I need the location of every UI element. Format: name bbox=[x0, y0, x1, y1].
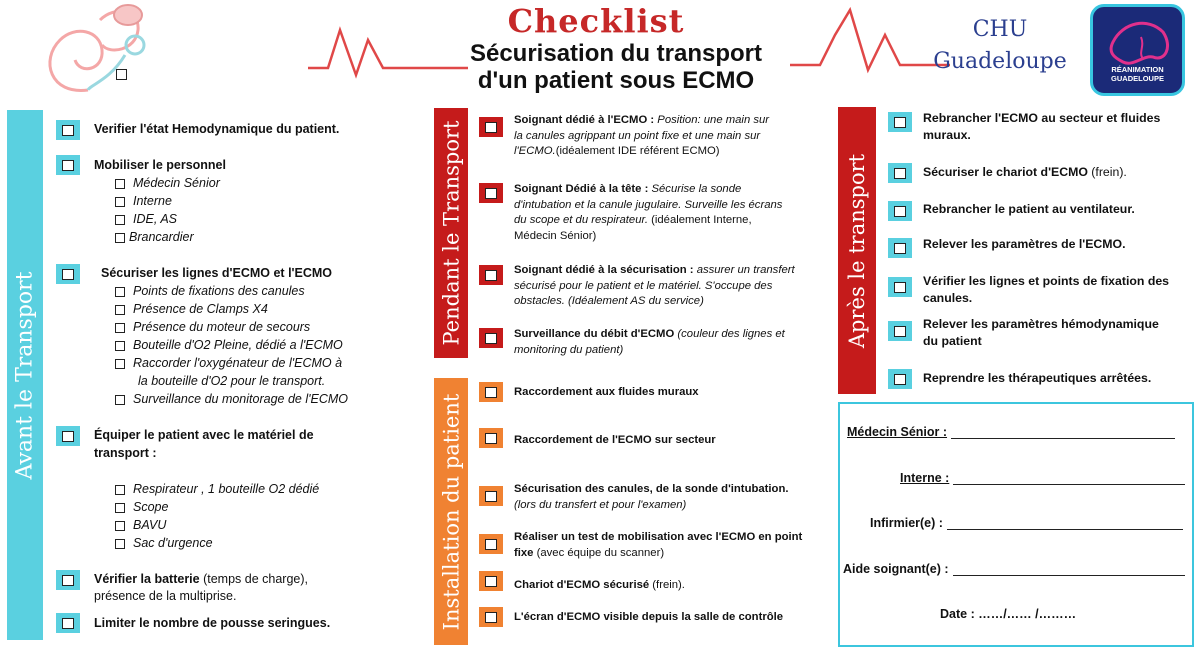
signature-aide-soignant[interactable]: Aide soignant(e) : bbox=[843, 562, 1185, 576]
sub-raccorder-oxygenateur[interactable]: Raccorder l'oxygénateur de l'ECMO à bbox=[115, 355, 342, 372]
band-pendant-transport bbox=[434, 108, 468, 358]
item-chariot-securise: Chariot d'ECMO sécurisé (frein). bbox=[514, 579, 685, 591]
item-limiter-seringues: Limiter le nombre de pousse seringues. bbox=[94, 616, 331, 630]
item-rebrancher-ventilateur: Rebrancher le patient au ventilateur. bbox=[923, 202, 1135, 216]
checkbox-securisation-canules[interactable] bbox=[479, 486, 503, 506]
checkbox-ecran-ecmo[interactable] bbox=[479, 607, 503, 627]
band-pendant-transport-label: Pendant le Transport bbox=[439, 120, 463, 346]
checkbox-verifier-batterie[interactable] bbox=[56, 570, 80, 590]
reanimation-logo bbox=[1090, 4, 1185, 96]
logo-text-1: RÉANIMATION bbox=[1111, 65, 1164, 74]
sub-scope[interactable]: Scope bbox=[115, 499, 168, 516]
item-soignant-tete: Soignant Dédié à la tête : Sécurise la sonde d'intubation et la canule jugulaire. Surveille les écrans du scope et du respirateur. (idéalement Interne, Médecin Sénior) bbox=[514, 183, 783, 242]
item-soignant-securisation: Soignant dédié à la sécurisation : assurer un transfert sécurisé pour le patient et le matériel. S'occupe des obstacles. (Idéalement AS du service) bbox=[514, 264, 795, 307]
item-equiper-patient: Équiper le patient avec le matériel de bbox=[94, 428, 314, 442]
signature-interne[interactable]: Interne : bbox=[900, 471, 1185, 485]
signature-infirmier[interactable]: Infirmier(e) : bbox=[870, 516, 1183, 530]
checkbox-rebrancher-ventilateur[interactable] bbox=[888, 201, 912, 221]
checkbox-verifier-lignes[interactable] bbox=[888, 277, 912, 297]
sub-moteur-secours[interactable]: Présence du moteur de secours bbox=[115, 319, 310, 336]
item-ecran-ecmo: L'écran d'ECMO visible depuis la salle de contrôle bbox=[514, 611, 784, 623]
sub-points-fixation[interactable]: Points de fixations des canules bbox=[115, 283, 305, 300]
checkbox-test-mobilisation[interactable] bbox=[479, 534, 503, 554]
checkbox-securiser-chariot[interactable] bbox=[888, 163, 912, 183]
item-verifier-batterie-line2: présence de la multiprise. bbox=[94, 589, 237, 603]
subtitle-line-2: d'un patient sous ECMO bbox=[477, 67, 755, 94]
item-rebrancher-ecmo: Rebrancher l'ECMO au secteur et fluides muraux. bbox=[923, 111, 1161, 142]
checkbox-soignant-ecmo[interactable] bbox=[479, 117, 503, 137]
checkbox-verifier-hemodynamique[interactable] bbox=[56, 120, 80, 140]
signature-date[interactable]: Date : ……/…… /……… bbox=[940, 607, 1077, 621]
item-ecmo-secteur: Raccordement de l'ECMO sur secteur bbox=[514, 434, 716, 446]
org-name bbox=[925, 14, 1075, 78]
item-verifier-lignes: Vérifier les lignes et points de fixation des canules. bbox=[923, 274, 1170, 305]
sub-surveillance-monitorage[interactable]: Surveillance du monitorage de l'ECMO bbox=[115, 391, 348, 408]
checkbox-relever-hemodynamique[interactable] bbox=[888, 321, 912, 341]
band-installation-patient-label: Installation du patient bbox=[439, 393, 464, 630]
item-surveillance-debit: Surveillance du débit d'ECMO (couleur des lignes et monitoring du patient) bbox=[514, 328, 785, 356]
sub-interne[interactable]: Interne bbox=[115, 193, 172, 210]
item-securiser-chariot: Sécuriser le chariot d'ECMO (frein). bbox=[923, 165, 1127, 179]
subtitle-line-1: Sécurisation du transport bbox=[469, 40, 763, 67]
item-reprendre-therapeutiques: Reprendre les thérapeutiques arrêtées. bbox=[923, 371, 1152, 385]
heartbeat-line-left bbox=[308, 20, 468, 80]
item-securiser-lignes: Sécuriser les lignes d'ECMO et l'ECMO bbox=[101, 266, 333, 280]
checkbox-chariot-securise[interactable] bbox=[479, 571, 503, 591]
checkbox-soignant-securisation[interactable] bbox=[479, 265, 503, 285]
header-checkbox[interactable] bbox=[116, 69, 127, 80]
checkbox-mobiliser-personnel[interactable] bbox=[56, 155, 80, 175]
item-verifier-hemodynamique: Verifier l'état Hemodynamique du patient. bbox=[94, 122, 340, 136]
page-title: Checklist bbox=[507, 2, 685, 40]
checkbox-reprendre-therapeutiques[interactable] bbox=[888, 369, 912, 389]
checkbox-equiper-patient[interactable] bbox=[56, 426, 80, 446]
org-name-line-1: CHU bbox=[972, 17, 1028, 42]
stethoscope-icon bbox=[30, 0, 160, 100]
checkbox-surveillance-debit[interactable] bbox=[479, 328, 503, 348]
signature-medecin-senior[interactable]: Médecin Sénior : bbox=[847, 425, 1175, 439]
item-equiper-patient-line2: transport : bbox=[94, 446, 157, 460]
sub-ide-as[interactable]: IDE, AS bbox=[115, 211, 177, 228]
sub-sac-urgence[interactable]: Sac d'urgence bbox=[115, 535, 213, 552]
checkbox-rebrancher-ecmo[interactable] bbox=[888, 112, 912, 132]
item-test-mobilisation: Réaliser un test de mobilisation avec l'ECMO en point fixe (avec équipe du scanner) bbox=[514, 531, 803, 559]
checkbox-soignant-tete[interactable] bbox=[479, 183, 503, 203]
band-installation-patient bbox=[434, 378, 468, 645]
checkbox-limiter-seringues[interactable] bbox=[56, 613, 80, 633]
item-verifier-batterie: Vérifier la batterie (temps de charge), bbox=[94, 572, 308, 586]
sub-brancardier[interactable]: Brancardier bbox=[115, 229, 194, 246]
item-soignant-ecmo: Soignant dédié à l'ECMO : Position: une main sur la canules agrippant un point fixe et une main sur l'ECMO.(idéalement IDE référent ECMO) bbox=[514, 114, 770, 157]
band-apres-transport-label: Après le transport bbox=[845, 153, 869, 348]
org-name-line-2: Guadeloupe bbox=[933, 49, 1067, 74]
item-relever-hemodynamique: Relever les paramètres hémodynamique du patient bbox=[923, 317, 1159, 348]
item-mobiliser-personnel: Mobiliser le personnel bbox=[94, 158, 226, 172]
sub-respirateur[interactable]: Respirateur , 1 bouteille O2 dédié bbox=[115, 481, 319, 498]
sub-bavu[interactable]: BAVU bbox=[115, 517, 166, 534]
band-apres-transport bbox=[838, 107, 876, 394]
sub-medecin-senior[interactable]: Médecin Sénior bbox=[115, 175, 220, 192]
checkbox-ecmo-secteur[interactable] bbox=[479, 428, 503, 448]
logo-text-2: GUADELOUPE bbox=[1111, 74, 1164, 83]
item-fluides-muraux: Raccordement aux fluides muraux bbox=[514, 386, 699, 398]
sub-clamps[interactable]: Présence de Clamps X4 bbox=[115, 301, 268, 318]
item-securisation-canules: Sécurisation des canules, de la sonde d'intubation. (lors du transfert et pour l'examen) bbox=[514, 483, 789, 511]
band-avant-transport bbox=[7, 110, 43, 640]
checkbox-fluides-muraux[interactable] bbox=[479, 382, 503, 402]
sub-bouteille-o2[interactable]: Bouteille d'O2 Pleine, dédié a l'ECMO bbox=[115, 337, 343, 354]
band-avant-transport-label: Avant le Transport bbox=[12, 270, 38, 480]
item-relever-ecmo: Relever les paramètres de l'ECMO. bbox=[923, 237, 1126, 251]
checkbox-relever-ecmo[interactable] bbox=[888, 238, 912, 258]
sub-raccorder-oxygenateur-line2: la bouteille d'O2 pour le transport. bbox=[138, 374, 326, 388]
checkbox-securiser-lignes[interactable] bbox=[56, 264, 80, 284]
